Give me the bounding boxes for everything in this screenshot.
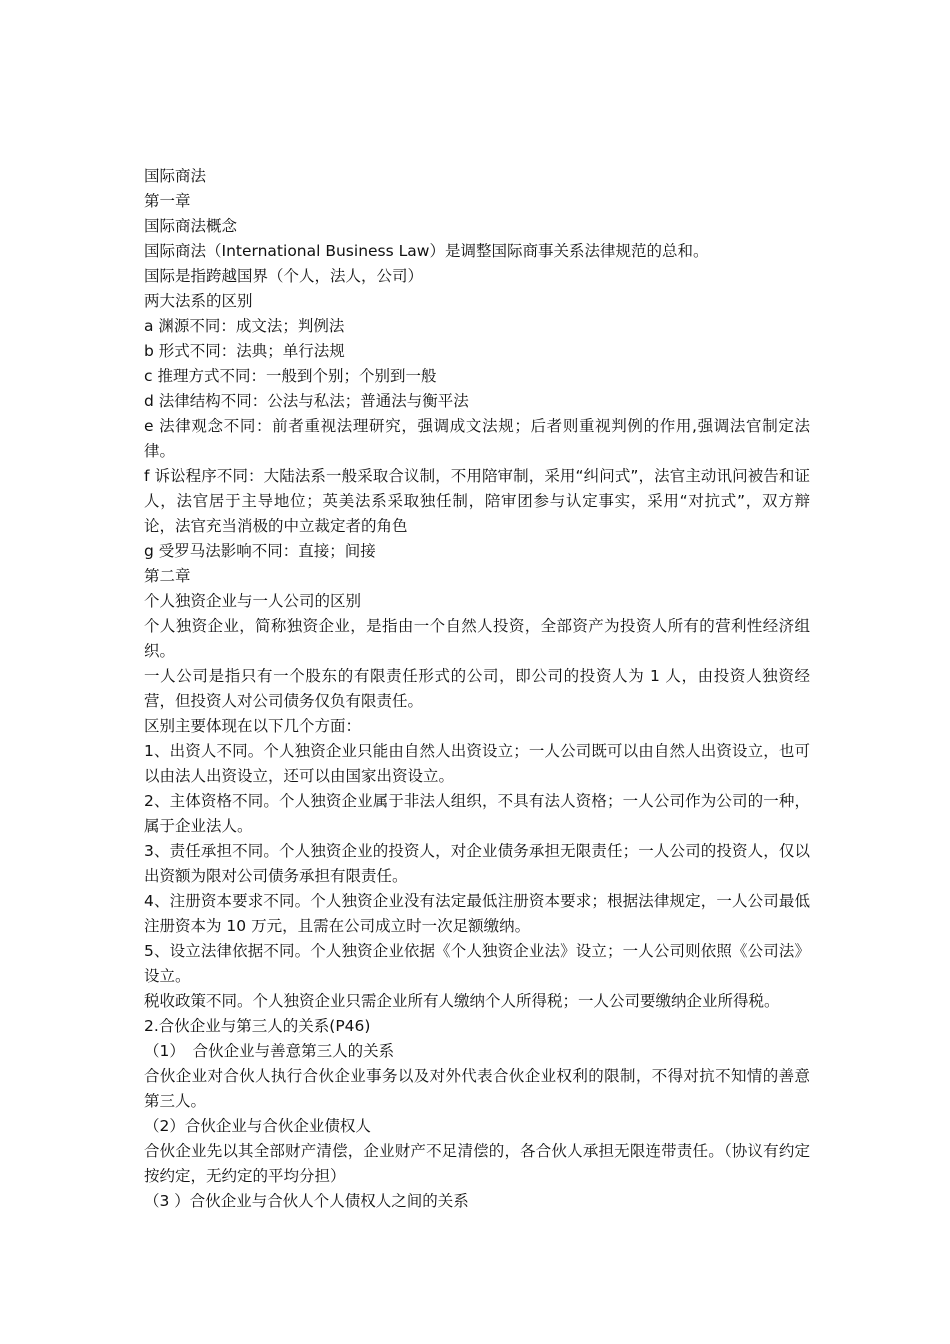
list-item: f 诉讼程序不同：大陆法系一般采取合议制，不用陪审制，采用“纠问式”，法官主动讯问被告和证人，法官居于主导地位；英美法系采取独任制，陪审团参与认定事实，采用“对抗式”，双方辩论，法官充当消极的中立裁定者的角色 <box>144 467 810 535</box>
list-item: b 形式不同：法典；单行法规 <box>144 342 345 360</box>
chapter-heading: 第二章 <box>144 567 191 585</box>
section-heading: 2.合伙企业与第三人的关系(P46) <box>144 1017 371 1035</box>
document-body <box>144 164 810 1214</box>
subsection-heading: （2）合伙企业与合伙企业债权人 <box>144 1117 371 1135</box>
list-item: 3、责任承担不同。个人独资企业的投资人，对企业债务承担无限责任；一人公司的投资人，仅以出资额为限对公司债务承担有限责任。 <box>144 842 810 885</box>
list-item: 1、出资人不同。个人独资企业只能由自然人出资设立；一人公司既可以由自然人出资设立，也可以由法人出资设立，还可以由国家出资设立。 <box>144 742 810 785</box>
list-item: 5、设立法律依据不同。个人独资企业依据《个人独资企业法》设立；一人公司则依照《公司法》设立。 <box>144 942 810 985</box>
section-heading: 两大法系的区别 <box>144 292 253 310</box>
list-item: 2、主体资格不同。个人独资企业属于非法人组织，不具有法人资格；一人公司作为公司的一种，属于企业法人。 <box>144 792 810 835</box>
paragraph: 个人独资企业，简称独资企业，是指由一个自然人投资，全部资产为投资人所有的营利性经济组织。 <box>144 617 810 660</box>
list-item: g 受罗马法影响不同：直接；间接 <box>144 542 376 560</box>
paragraph: 一人公司是指只有一个股东的有限责任形式的公司，即公司的投资人为 1 人，由投资人独资经营，但投资人对公司债务仅负有限责任。 <box>144 667 810 710</box>
chapter-heading: 第一章 <box>144 192 191 210</box>
section-heading: 个人独资企业与一人公司的区别 <box>144 592 362 610</box>
document-title: 国际商法 <box>144 167 207 185</box>
paragraph: 区别主要体现在以下几个方面： <box>144 717 362 735</box>
paragraph: 国际是指跨越国界（个人，法人，公司） <box>144 267 424 285</box>
paragraph: 税收政策不同。个人独资企业只需企业所有人缴纳个人所得税；一人公司要缴纳企业所得税。 <box>144 992 780 1010</box>
paragraph: 合伙企业对合伙人执行合伙企业事务以及对外代表合伙企业权利的限制，不得对抗不知情的善意第三人。 <box>144 1067 810 1110</box>
list-item: d 法律结构不同：公法与私法；普通法与衡平法 <box>144 392 469 410</box>
list-item: 4、注册资本要求不同。个人独资企业没有法定最低注册资本要求；根据法律规定，一人公司最低注册资本为 10 万元，且需在公司成立时一次足额缴纳。 <box>144 892 810 935</box>
paragraph: 国际商法（International Business Law）是调整国际商事关系法律规范的总和。 <box>144 242 709 260</box>
subsection-heading: （1） 合伙企业与善意第三人的关系 <box>144 1042 395 1060</box>
list-item: c 推理方式不同：一般到个别；个别到一般 <box>144 367 437 385</box>
list-item: e 法律观念不同：前者重视法理研究，强调成文法规；后者则重视判例的作用,强调法官制定法律。 <box>144 417 810 460</box>
subsection-heading: （3 ）合伙企业与合伙人个人债权人之间的关系 <box>144 1192 469 1210</box>
list-item: a 渊源不同：成文法；判例法 <box>144 317 345 335</box>
section-heading: 国际商法概念 <box>144 217 238 235</box>
paragraph: 合伙企业先以其全部财产清偿，企业财产不足清偿的，各合伙人承担无限连带责任。（协议有约定按约定，无约定的平均分担） <box>144 1142 810 1185</box>
